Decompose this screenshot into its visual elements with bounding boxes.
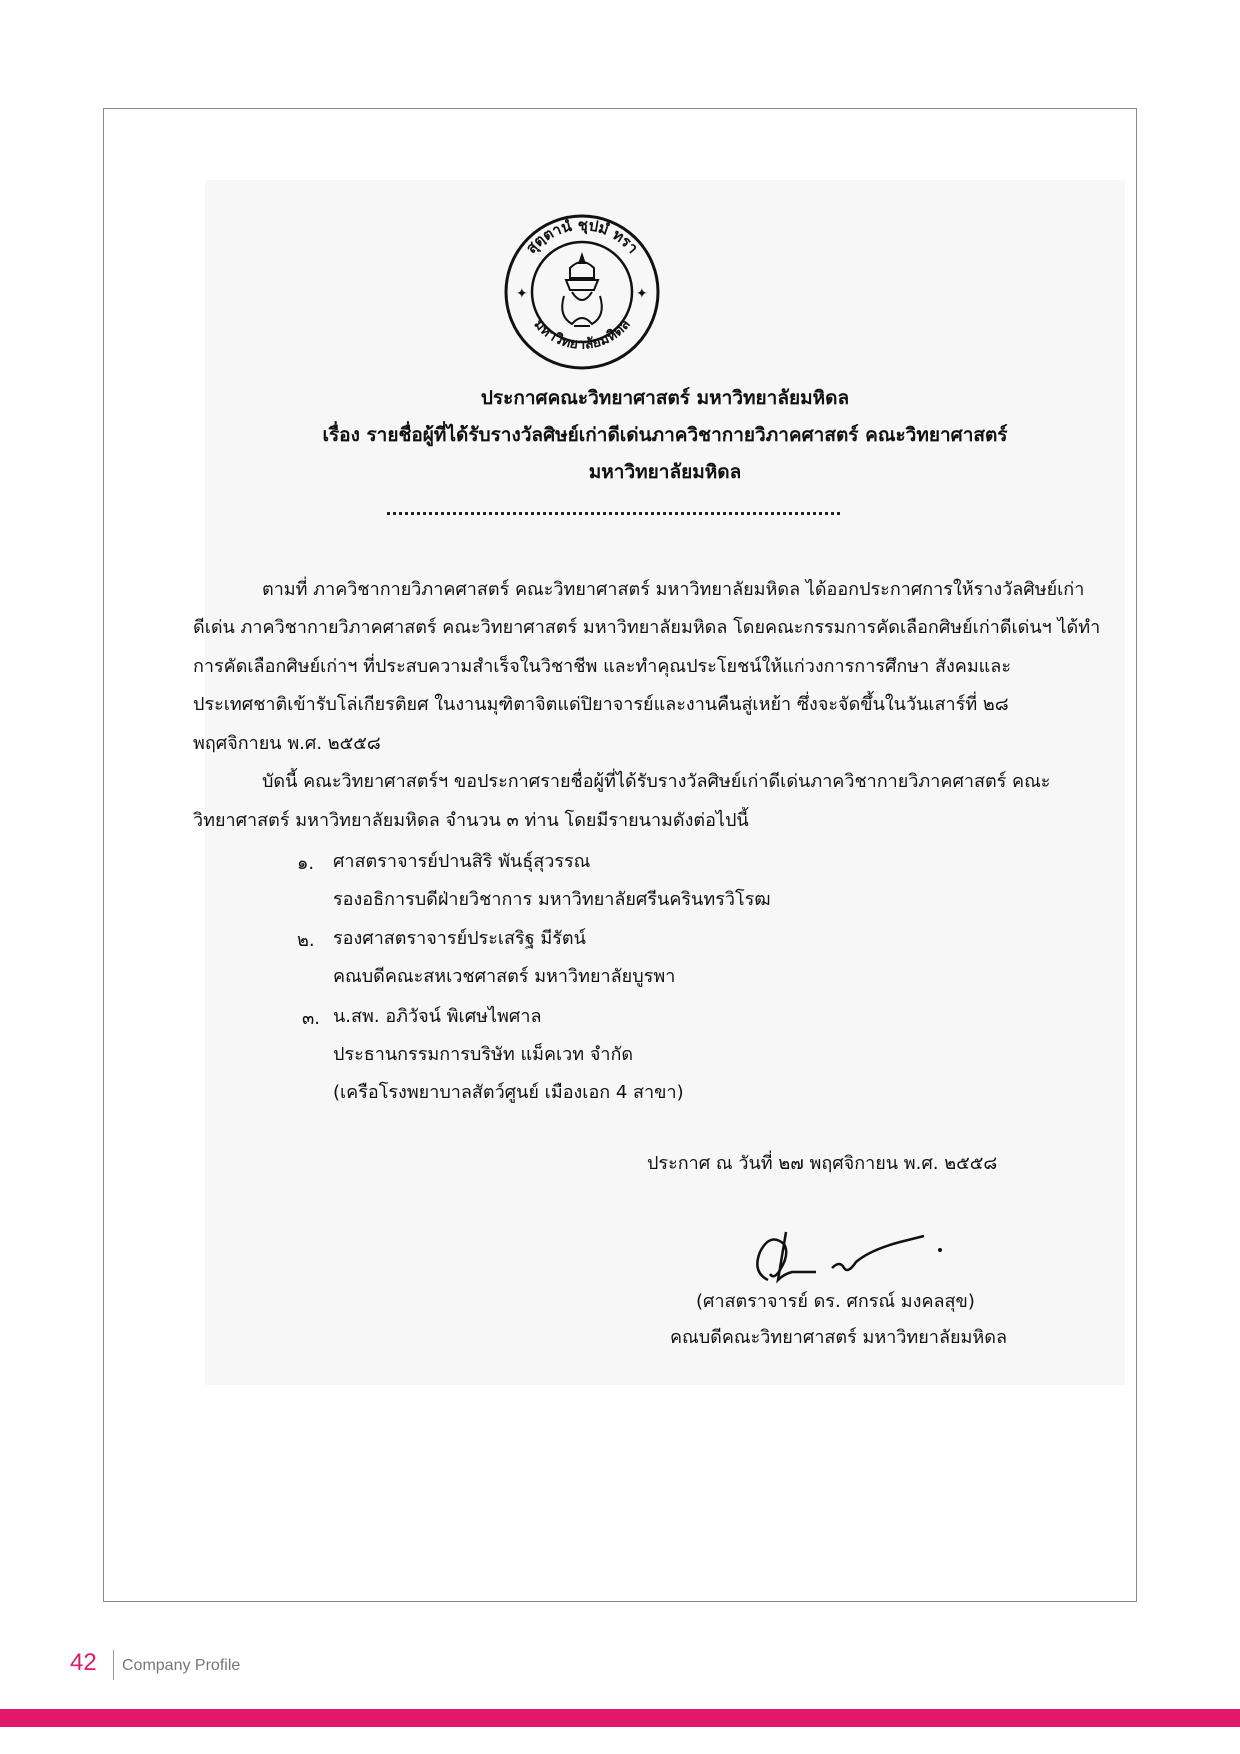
awardee-note: (เครือโรงพยาบาลสัตว์ศูนย์ เมืองเอก 4 สาขา): [333, 1082, 684, 1103]
awardee-position: คณบดีคณะสหเวชศาสตร์ มหาวิทยาลัยบูรพา: [333, 966, 676, 987]
university-seal-icon: [502, 212, 662, 372]
awardee-name: ศาสตราจารย์ปานสิริ พันธุ์สุวรรณ: [333, 851, 591, 872]
svg-text:✦: ✦: [516, 286, 528, 302]
awardee-number: ๒.: [297, 930, 315, 951]
paragraph2-line: วิทยาศาสตร์ มหาวิทยาลัยมหิดล จำนวน ๓ ท่าน โดยมีรายนามดังต่อไปนี้: [193, 810, 749, 831]
dotted-divider: [387, 508, 840, 515]
awardee-position: ประธานกรรมการบริษัท แม็คเวท จำกัด: [333, 1044, 634, 1065]
signature-icon: [740, 1222, 950, 1292]
page-number: 42: [70, 1649, 97, 1676]
svg-text:มหาวิทยาลัยมหิดล: [530, 316, 633, 352]
footer-divider: [113, 1650, 114, 1680]
footer-accent-bar: [0, 1709, 1240, 1727]
paragraph1-line: พฤศจิกายน พ.ศ. ๒๕๕๘: [193, 733, 381, 754]
awardee-name: น.สพ. อภิวัจน์ พิเศษไพศาล: [333, 1006, 542, 1027]
announce-date: ประกาศ ณ วันที่ ๒๗ พฤศจิกายน พ.ศ. ๒๕๕๘: [647, 1153, 998, 1174]
paragraph1-line: ประเทศชาติเข้ารับโล่เกียรติยศ ในงานมุฑิตาจิตแด่ปิยาจารย์และงานคืนสู่เหย้า ซึ่งจะจัดขึ้นในวันเสาร์ที่ ๒๘: [193, 694, 1009, 715]
subject-line-1: เรื่อง รายชื่อผู้ที่ได้รับรางวัลศิษย์เก่าดีเด่นภาควิชากายวิภาคศาสตร์ คณะวิทยาศาสตร์: [322, 424, 1008, 446]
subject-line-2: มหาวิทยาลัยมหิดล: [588, 461, 742, 483]
paragraph2-line: บัดนี้ คณะวิทยาศาสตร์ฯ ขอประกาศรายชื่อผู้ที่ได้รับรางวัลศิษย์เก่าดีเด่นภาควิชากายวิภาคศาสตร์ คณะ: [262, 771, 1051, 792]
awardee-number: ๓.: [302, 1008, 321, 1029]
paragraph1-line: การคัดเลือกศิษย์เก่าฯ ที่ประสบความสำเร็จในวิชาชีพ และทำคุณประโยชน์ให้แก่วงการการศึกษา สังคมและ: [193, 656, 1011, 677]
paragraph1-line: ดีเด่น ภาควิชากายวิภาคศาสตร์ คณะวิทยาศาสตร์ มหาวิทยาลัยมหิดล โดยคณะกรรมการคัดเลือกศิษย์เก่าดีเด่นฯ ได้ทำ: [193, 617, 1101, 638]
svg-text:สุตฺตานํ ชุปมํ ทรา: [522, 216, 642, 258]
footer-label: Company Profile: [122, 1657, 241, 1674]
seal-text-bottom: มหาวิทยาลัยมหิดล: [530, 316, 634, 353]
signer-name: (ศาสตราจารย์ ดร. ศกรณ์ มงคลสุข): [696, 1291, 975, 1312]
awardee-name: รองศาสตราจารย์ประเสริฐ มีรัตน์: [333, 928, 586, 949]
awardee-number: ๑.: [297, 853, 315, 874]
svg-text:✦: ✦: [636, 286, 648, 302]
paragraph1-line: ตามที่ ภาควิชากายวิภาคศาสตร์ คณะวิทยาศาสตร์ มหาวิทยาลัยมหิดล ได้ออกประกาศการให้รางวัลศิษย์เก่า: [262, 579, 1085, 600]
announcement-heading: ประกาศคณะวิทยาศาสตร์ มหาวิทยาลัยมหิดล: [480, 387, 850, 409]
seal-text-top: สุตฺตานํ ชุปมํ ทรา: [522, 215, 642, 257]
signer-title: คณบดีคณะวิทยาศาสตร์ มหาวิทยาลัยมหิดล: [670, 1327, 1007, 1348]
awardee-position: รองอธิการบดีฝ่ายวิชาการ มหาวิทยาลัยศรีนครินทรวิโรฒ: [333, 889, 771, 910]
